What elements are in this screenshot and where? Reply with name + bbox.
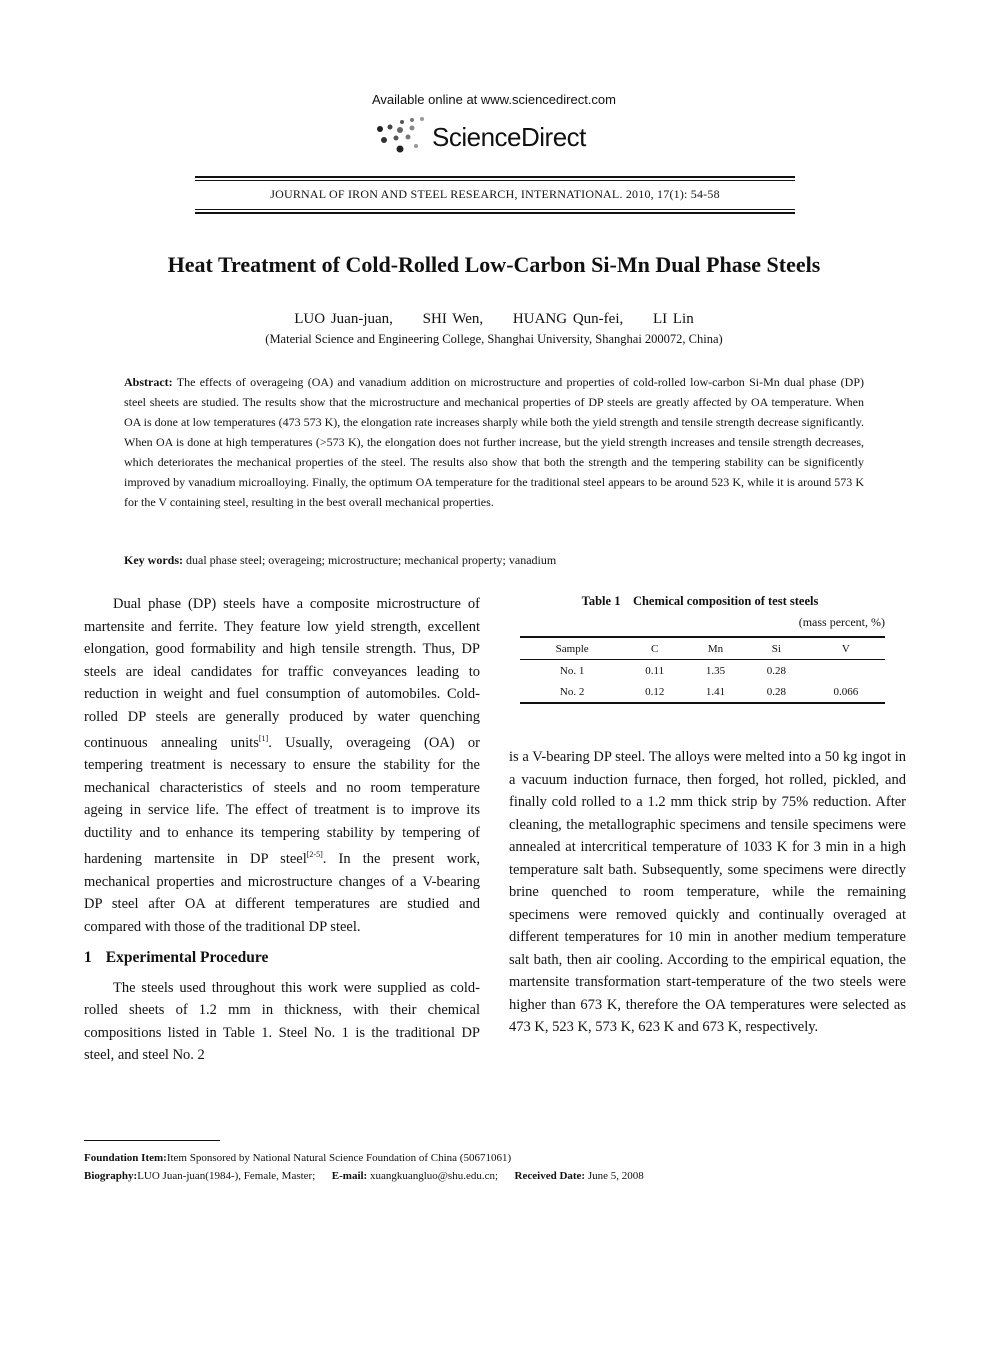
table-header-cell: Sample — [520, 637, 624, 660]
table-cell — [807, 660, 885, 682]
table-header-cell: Si — [746, 637, 807, 660]
sciencedirect-dots-icon — [372, 116, 430, 156]
foundation-label: Foundation Item: — [84, 1152, 167, 1164]
intro-text-part: Dual phase (DP) steels have a composite microstructure of martensite and ferrite. They feature low yield strength, excellent elongation, good formability and high tensile strength. Thus, DP steels are ideal candidates for traffic conveyances leading to reduction in weight and fuel consumption of automobiles. Cold-rolled DP steels are generally produced by water quenching continuous annealing units — [84, 596, 480, 751]
biography-note — [84, 1167, 904, 1185]
table-cell: No. 2 — [520, 681, 624, 703]
received-label: Received Date: — [514, 1170, 586, 1182]
author: LUO Juan-juan, — [294, 311, 393, 327]
header-rule-bottom-thin — [195, 209, 795, 210]
body-column-left — [84, 593, 480, 1067]
journal-citation: JOURNAL OF IRON AND STEEL RESEARCH, INTERNATIONAL. 2010, 17(1): 54-58 — [270, 187, 720, 201]
abstract — [124, 372, 864, 512]
section-title: Experimental Procedure — [105, 949, 269, 967]
author: HUANG Qun-fei, — [512, 311, 624, 327]
table-cell: 1.35 — [705, 664, 726, 677]
table-cell: 0.066 — [807, 681, 885, 703]
received-text: June 5, 2008 — [587, 1170, 644, 1182]
table-unit: (mass percent, %) — [798, 615, 885, 629]
biography-text: LUO Juan-juan(1984-), Female, Master; — [137, 1170, 316, 1182]
section-number: 1 — [84, 949, 92, 967]
author-list — [0, 311, 988, 328]
email-label: E-mail: — [331, 1170, 368, 1182]
sciencedirect-logo — [372, 116, 622, 156]
table-caption: Table 1 Chemical composition of test steels — [581, 594, 819, 608]
procedure-paragraph: The steels used throughout this work were supplied as cold-rolled sheets of 1.2 mm in thickness, with their chemical compositions listed in Table 1. Steel No. 1 is the traditional DP steel, and steel No. 2 — [84, 979, 480, 1064]
biography-label: Biography: — [84, 1170, 138, 1182]
citation-ref: [1] — [258, 734, 269, 743]
table-header-cell: V — [807, 637, 885, 660]
intro-text-part: . In the present work, mechanical properties and microstructure changes of a V-bearing DP steel after OA at different temperatures are studied and compared with those of the traditional DP steel. — [84, 851, 480, 935]
sciencedirect-wordmark: ScienceDirect — [432, 122, 586, 152]
foundation-note — [84, 1149, 904, 1167]
abstract-label: Abstract: — [124, 375, 173, 389]
table-cell: 0.28 — [766, 664, 786, 677]
paper-title: Heat Treatment of Cold-Rolled Low-Carbon Si-Mn Dual Phase Steels — [167, 252, 821, 277]
header-rule-top-thin — [195, 180, 795, 181]
email-text: xuangkuangluo@shu.edu.cn; — [369, 1170, 499, 1182]
table-cell: No. 1 — [559, 664, 585, 677]
keywords — [124, 553, 864, 568]
intro-text-part: . Usually, overageing (OA) or tempering treatment is necessary to ensure the stability for the mechanical characteristics of steels and no room temperature ageing in service life. The effect of treatment is to improve its ductility and to enhance its tempering stability by tempering of hardening martensite in DP steel — [84, 734, 480, 868]
header-rule-top — [195, 176, 795, 178]
citation-ref: [2-5] — [306, 850, 323, 860]
table-cell: 0.12 — [624, 681, 685, 703]
composition-table — [520, 636, 885, 704]
table-row — [520, 660, 885, 682]
abstract-text: The effects of overageing (OA) and vanadium addition on microstructure and properties of cold-rolled low-carbon Si-Mn dual phase (DP) steel sheets are studied. The results show that the microstructure and mechanical properties of DP steels are greatly affected by OA temperature. When OA is done at low temperatures (473 573 K), the elongation rate increases sharply while both the yield strength and tensile strength decrease significantly. When OA is done at high temperatures (>573 K), the elongation does not further increase, but the yield strength increases and tensile strength decreases, which deteriorates the mechanical properties of the steel. The results also show that both the strength and the tempering stability can be significently improved by vanadium microalloying. Finally, the optimum OA temperature for the traditional steel appears to be around 523 K, while it is around 573 K for the V containing steel, resulting in the best overall mechanical properties. — [124, 375, 865, 509]
table-cell: 0.11 — [645, 664, 665, 677]
author: SHI Wen, — [422, 311, 484, 327]
footnote-rule — [84, 1140, 220, 1141]
procedure-paragraph-continued: is a V-bearing DP steel. The alloys were melted into a 50 kg ingot in a vacuum induction furnace, then forged, hot rolled, pickled, and finally cold rolled to a 1.2 mm thick strip by 75% reduction. After cleaning, the metallographic specimens and tensile specimens were annealed at intercritical temperature of 1033 K for 3 min in a high temperature salt bath. Subsequently, some specimens were directly brine quenched to room temperature, while the remaining specimens were removed quickly and continually overaged at different temperatures for 10 min in another medium temperature salt bath, then air cooling. According to the empirical equation, the martensite transformation start-temperature of the two steels were higher than 673 K, therefore the OA temperatures were selected as 473 K, 523 K, 573 K, 623 K and 673 K, respectively. — [509, 749, 906, 1035]
keywords-text: dual phase steel; overageing; microstructure; mechanical property; vanadium — [186, 553, 557, 567]
table-cell: 0.28 — [746, 681, 807, 703]
available-online-text: Available online at www.sciencedirect.com — [372, 92, 616, 107]
body-column-right — [509, 746, 906, 1039]
table-header-cell: C — [624, 637, 685, 660]
foundation-text: Item Sponsored by National Natural Science Foundation of China (50671061) — [166, 1152, 512, 1164]
table-header-cell: Mn — [685, 637, 746, 660]
table-cell: 1.41 — [685, 681, 746, 703]
keywords-label: Key words: — [124, 553, 183, 567]
affiliation: (Material Science and Engineering College, Shanghai University, Shanghai 200072, China) — [265, 332, 723, 346]
header-rule-bottom — [195, 212, 795, 214]
table-header-row — [520, 637, 885, 660]
section-heading — [84, 947, 480, 970]
footnotes — [84, 1149, 904, 1185]
author: LI Lin — [652, 311, 694, 327]
intro-paragraph — [84, 593, 480, 938]
table-row — [520, 681, 885, 703]
